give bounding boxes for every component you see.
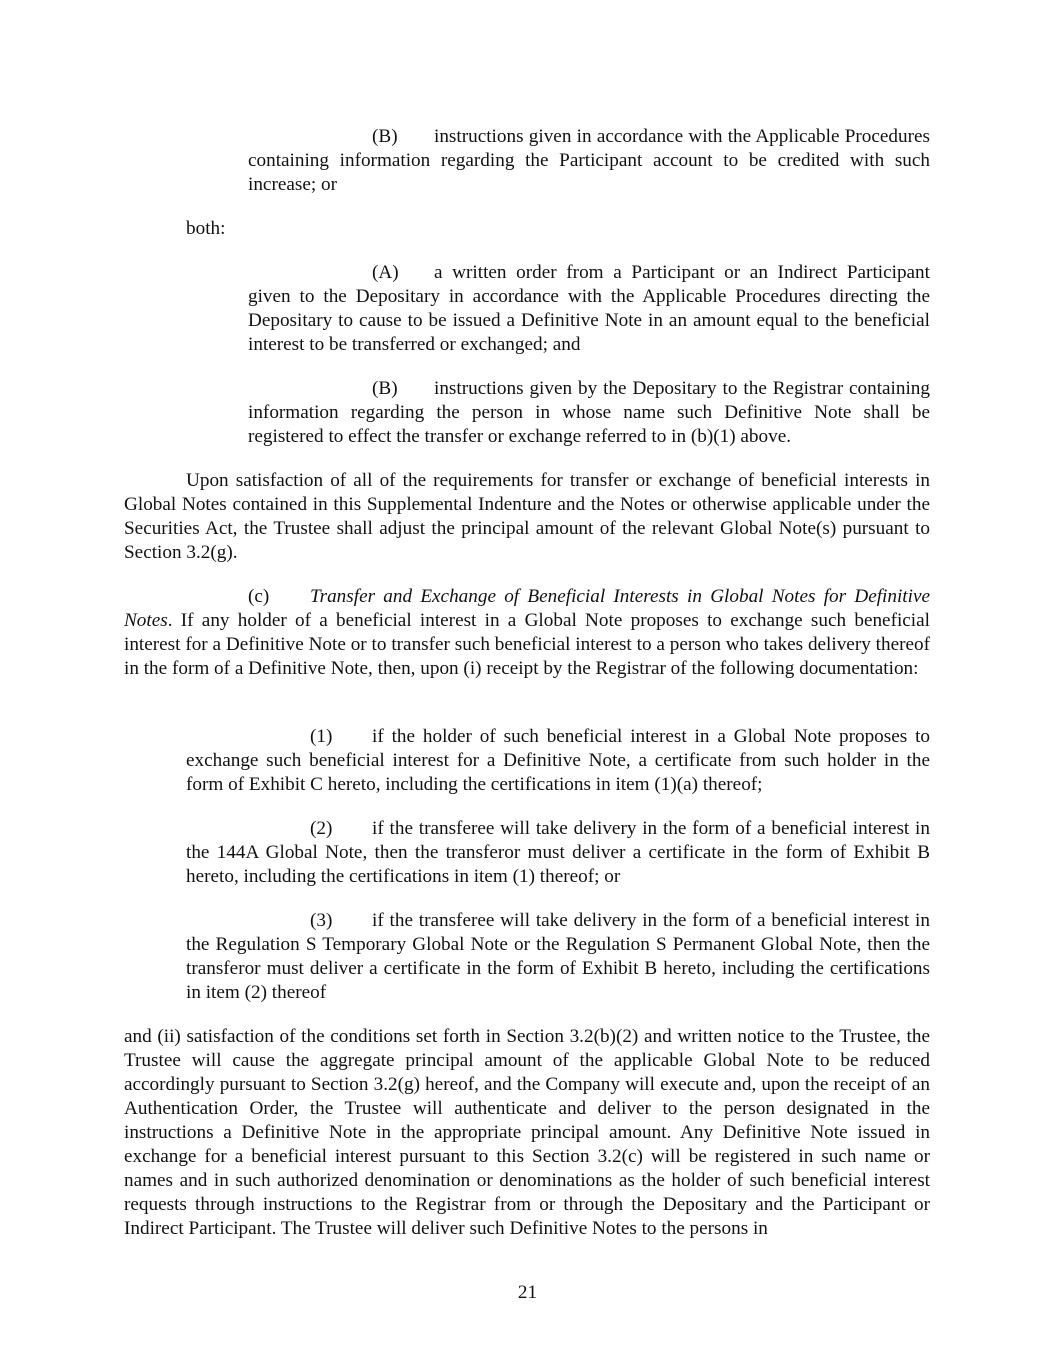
paragraph-text: both: [186, 218, 226, 239]
page-number: 21 [517, 1282, 538, 1303]
paragraph-b-registrar [248, 377, 930, 449]
section-label: (c) [248, 586, 270, 607]
paragraph-text: instructions given in accordance with the Applicable Procedures containing information regarding the Participant account to be credited with such increase; or [248, 126, 930, 195]
list-item-2 [186, 817, 930, 889]
paragraph-text: and (ii) satisfaction of the conditions set forth in Section 3.2(b)(2) and written notice to the Trustee, the Trustee will cause the aggregate principal amount of the applicable Global Note to be reduced accordingly pursuant to Section 3.2(g) hereof, and the Company will execute and, upon the receipt of an Authentication Order, the Trustee will authenticate and deliver to the person designated in the instructions a Definitive Note in the appropriate principal amount. Any Definitive Note issued in exchange for a beneficial interest pursuant to this Section 3.2(c) will be registered in such name or names and in such authorized denomination or denominations as the holder of such beneficial interest requests through instructions to the Registrar from or through the Depositary and the Participant or Indirect Participant. The Trustee will deliver such Definitive Notes to the persons in [124, 1026, 930, 1239]
paragraph-section-c [124, 585, 930, 681]
list-item-text: if the holder of such beneficial interest in a Global Note proposes to exchange such beneficial interest for a Definitive Note, a certificate from such holder in the form of Exhibit C hereto, including the certifications in item (1)(a) thereof; [186, 726, 930, 795]
section-title: Transfer and Exchange of Beneficial Interests in Global Notes for Definitive Notes [124, 586, 930, 631]
paragraph-b-instructions [248, 125, 930, 197]
paragraph-text: . If any holder of a beneficial interest in a Global Note proposes to exchange such beneficial interest for a Definitive Note or to transfer such beneficial interest to a person who takes delivery thereof in the form of a Definitive Note, then, upon (i) receipt by the Registrar of the following documentation: [124, 610, 930, 679]
paragraph-text: Upon satisfaction of all of the requirements for transfer or exchange of beneficial interests in Global Notes contained in this Supplemental Indenture and the Notes or otherwise applicable under the Securities Act, the Trustee shall adjust the principal amount of the relevant Global Note(s) pursuant to Section 3.2(g). [124, 470, 930, 563]
list-item-label: (2) [310, 818, 333, 839]
paragraph-upon-satisfaction [124, 469, 930, 565]
list-item-1 [186, 725, 930, 797]
paragraph-text: instructions given by the Depositary to the Registrar containing information regarding the person in whose name such Definitive Note shall be registered to effect the transfer or exchange referred to in (b)(1) above. [248, 378, 930, 447]
list-item-3 [186, 909, 930, 1005]
paragraph-label: (B) [372, 126, 398, 147]
paragraph-label: (B) [372, 378, 398, 399]
list-item-text: if the transferee will take delivery in the form of a beneficial interest in the Regulation S Temporary Global Note or the Regulation S Permanent Global Note, then the transferor must deliver a certificate in the form of Exhibit B hereto, including the certifications in item (2) thereof [186, 910, 930, 1003]
list-item-text: if the transferee will take delivery in the form of a beneficial interest in the 144A Global Note, then the transferor must deliver a certificate in the form of Exhibit B hereto, including the certifications in item (1) thereof; or [186, 818, 930, 887]
paragraph-a-written-order [248, 261, 930, 357]
paragraph-label: (A) [372, 262, 399, 283]
paragraph-both [186, 217, 930, 241]
list-item-label: (3) [310, 910, 333, 931]
paragraph-text: a written order from a Participant or an Indirect Participant given to the Depositary in accordance with the Applicable Procedures directing the Depositary to cause to be issued a Definitive Note in an amount equal to the beneficial interest to be transferred or exchanged; and [248, 262, 930, 355]
paragraph-and-ii [124, 1025, 930, 1241]
list-item-label: (1) [310, 726, 333, 747]
